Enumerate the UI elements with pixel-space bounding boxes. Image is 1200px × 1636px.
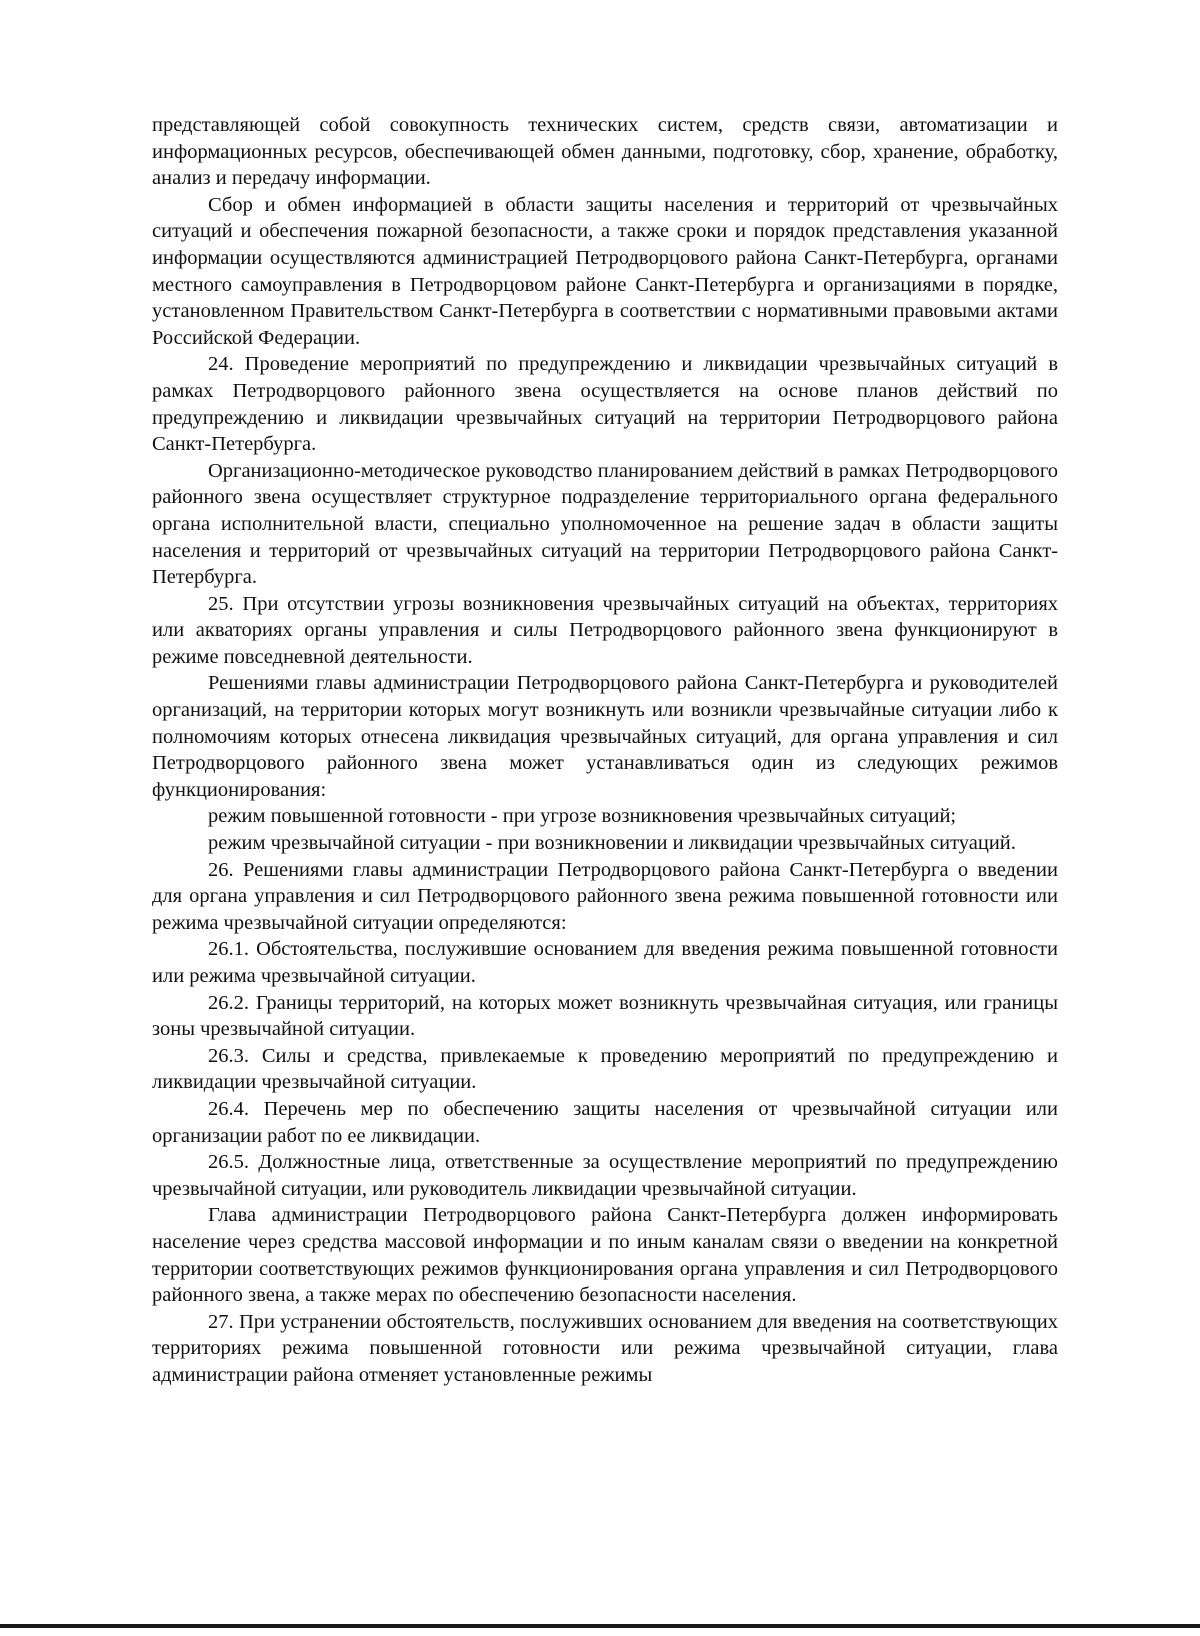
paragraph-head-informs: Глава администрации Петродворцового района Санкт-Петербурга должен информировать население через средства массовой информации и по иным каналам связи о введении на конкретной территории соответствующих режимов функционирования органа управления и сил Петродворцового районного звена, а также мерах по обеспечению безопасности населения. <box>152 1204 1058 1307</box>
paragraph-item-26-5: 26.5. Должностные лица, ответственные за осуществление мероприятий по предупреждению чрезвычайной ситуации, или руководитель ликвидации чрезвычайной ситуации. <box>152 1151 1058 1200</box>
paragraph-info-exchange: Сбор и обмен информацией в области защиты населения и территорий от чрезвычайных ситуаций и обеспечения пожарной безопасности, а также сроки и порядок представления указанной информации осуществляются администрацией Петродворцового района Санкт-Петербурга, органами местного самоуправления в Петродворцовом районе Санкт-Петербурга и организациями в порядке, установленном Правительством Санкт-Петербурга в соответствии с нормативными правовыми актами Российской Федерации. <box>152 193 1058 349</box>
paragraph-regimes-intro: Решениями главы администрации Петродворцового района Санкт-Петербурга и руководителей организаций, на территории которых могут возникнуть или возникли чрезвычайные ситуации либо к полномочиям которых отнесена ликвидация чрезвычайных ситуаций, для органа управления и сил Петродворцового районного звена может устанавливаться один из следующих режимов функционирования: <box>152 672 1058 801</box>
paragraph-item-26-2: 26.2. Границы территорий, на которых может возникнуть чрезвычайная ситуация, или границы зоны чрезвычайной ситуации. <box>152 991 1058 1041</box>
paragraph-item-26-4: 26.4. Перечень мер по обеспечению защиты населения от чрезвычайной ситуации или организации работ по ее ликвидации. <box>152 1097 1058 1147</box>
paragraph-item-24: 24. Проведение мероприятий по предупреждению и ликвидации чрезвычайных ситуаций в рамках Петродворцового районного звена осуществляется на основе планов действий по предупреждению и ликвидации чрезвычайных ситуаций на территории Петродворцового района Санкт-Петербурга. <box>152 353 1058 456</box>
paragraph-item-26-1: 26.1. Обстоятельства, послужившие основанием для введения режима повышенной готовности или режима чрезвычайной ситуации. <box>152 938 1058 987</box>
paragraph-item-26: 26. Решениями главы администрации Петродворцового района Санкт-Петербурга о введении для органа управления и сил Петродворцового районного звена режима повышенной готовности или режима чрезвычайной ситуации определяются: <box>152 858 1058 934</box>
paragraph-item-25: 25. При отсутствии угрозы возникновения чрезвычайных ситуаций на объектах, территориях или акваториях органы управления и силы Петродворцового районного звена функционируют в режиме повседневной деятельности. <box>152 592 1058 668</box>
paragraph-item-26-3: 26.3. Силы и средства, привлекаемые к проведению мероприятий по предупреждению и ликвидации чрезвычайной ситуации. <box>152 1044 1058 1094</box>
scan-bottom-edge <box>0 1624 1200 1628</box>
paragraph-continuation: представляющей собой совокупность технических систем, средств связи, автоматизации и информационных ресурсов, обеспечивающей обмен данными, подготовку, сбор, хранение, обработку, анализ и передачу информации. <box>152 114 1058 190</box>
paragraph-methodical-guidance: Организационно-методическое руководство планированием действий в рамках Петродворцового районного звена осуществляет структурное подразделение территориального органа федерального органа исполнительной власти, специально уполномоченное на решение задач в области защиты населения и территорий от чрезвычайных ситуаций на территории Петродворцового района Санкт-Петербурга. <box>152 459 1058 589</box>
paragraph-regime-high-readiness: режим повышенной готовности - при угрозе возникновения чрезвычайных ситуаций; <box>208 805 957 828</box>
paragraph-item-27: 27. При устранении обстоятельств, послуживших основанием для введения на соответствующих территориях режима повышенной готовности или режима чрезвычайной ситуации, глава администрации района отменяет установленные режимы <box>152 1310 1058 1386</box>
paragraph-regime-emergency: режим чрезвычайной ситуации - при возникновении и ликвидации чрезвычайных ситуаций. <box>208 832 1016 855</box>
document-page <box>152 112 1058 1389</box>
